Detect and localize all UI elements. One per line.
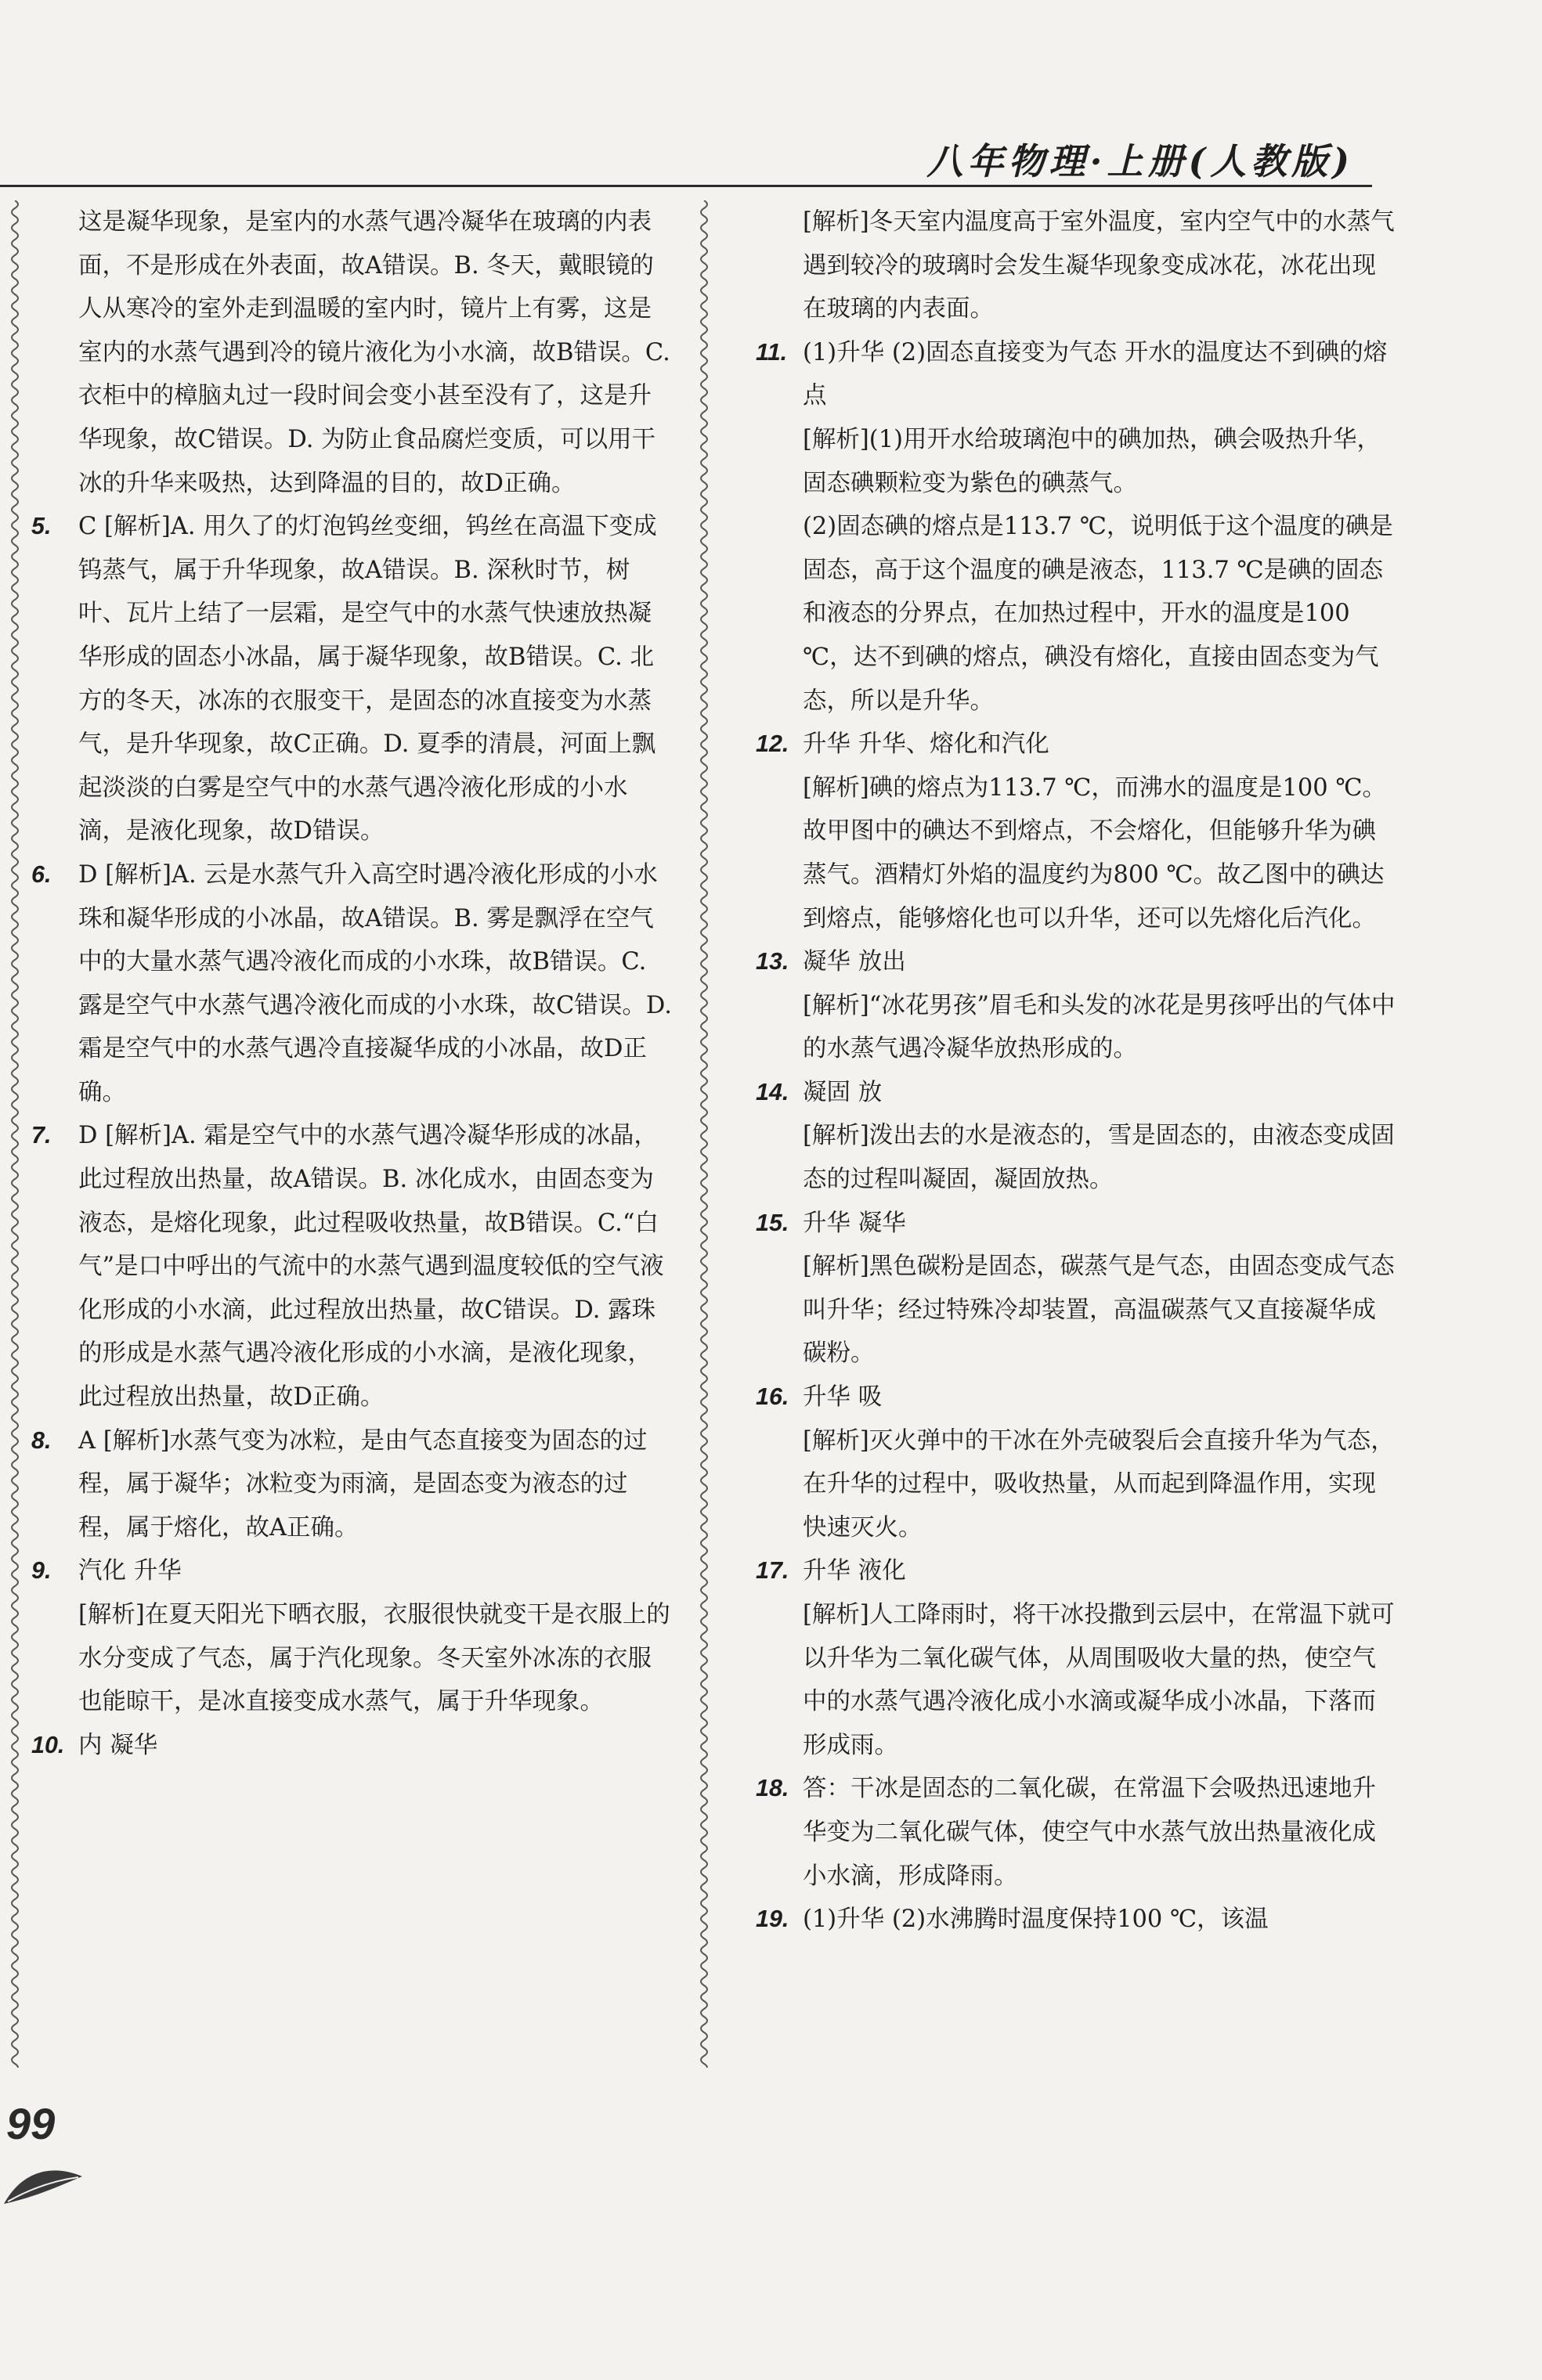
- answer-number: 7.: [31, 1122, 52, 1149]
- column-divider: [697, 200, 711, 2068]
- answer-item: [756, 1202, 1398, 1376]
- answer-number: 10.: [31, 1731, 65, 1758]
- answer-text: [解析]泼出去的水是液态的，雪是固态的，由液态变成固态的过程叫凝固，凝固放热。: [803, 1122, 1395, 1194]
- answer-item: [756, 1767, 1398, 1898]
- answer-text: A [解析]水蒸气变为冰粒，是由气态直接变为固态的过程，属于凝华；冰粒变为雨滴，是固态变为液态的过程，属于熔化，故A正确。: [78, 1426, 648, 1542]
- answer-text: D [解析]A. 霜是空气中的水蒸气遇冷凝华形成的冰晶，此过程放出热量，故A错误。B. 冰化成水，由固态变为液态，是熔化现象，此过程吸收热量，故B错误。C.“白气”是口中呼出的气流中的水蒸气遇到温度较低的空气液化形成的小水滴，此过程放出热量，故C错误。D. 露珠的形成是水蒸气遇冷液化形成的小水滴，是液化现象，此过程放出热量，故D正确。: [78, 1122, 664, 1412]
- header-rule: [0, 185, 1372, 187]
- answer-number: 5.: [31, 513, 52, 540]
- answer-item: [78, 200, 673, 505]
- answer-number: 6.: [31, 860, 52, 888]
- answer-item: [31, 1549, 673, 1723]
- answer-item: [31, 853, 673, 1115]
- leaf-ornament: [0, 2161, 86, 2208]
- answer-item: [756, 1376, 1398, 1549]
- answer-text: [解析]碘的熔点为113.7 ℃，而沸水的温度是100 ℃。故甲图中的碘达不到熔点，不会熔化，但能够升华为碘蒸气。酒精灯外焰的温度约为800 ℃。故乙图中的碘达到熔点，能够熔化也可以升华，还可以先熔化后汽化。: [803, 774, 1386, 932]
- answer-text: 凝华 放出: [803, 948, 906, 976]
- answer-item: [31, 1724, 673, 1768]
- answer-text: 这是凝华现象，是室内的水蒸气遇冷凝华在玻璃的内表面，不是形成在外表面，故A错误。B. 冬天，戴眼镜的人从寒冷的室外走到温暖的室内时，镜片上有雾，这是室内的水蒸气遇到冷的镜片液化为小水滴，故B错误。C. 衣柜中的樟脑丸过一段时间会变小甚至没有了，这是升华现象，故C错误。D. 为防止食品腐烂变质，可以用干冰的升华来吸热，达到降温的目的，故D正确。: [78, 208, 670, 497]
- left-column: [31, 200, 673, 1767]
- answer-text: C [解析]A. 用久了的灯泡钨丝变细，钨丝在高温下变成钨蒸气，属于升华现象，故A错误。B. 深秋时节，树叶、瓦片上结了一层霜，是空气中的水蒸气快速放热凝华形成的固态小冰晶，属于凝华现象，故B错误。C. 北方的冬天，冰冻的衣服变干，是固态的冰直接变为水蒸气，是升华现象，故C正确。D. 夏季的清晨，河面上飘起淡淡的白雾是空气中的水蒸气遇冷液化形成的小水滴，是液化现象，故D错误。: [78, 513, 657, 846]
- answer-text: (1)升华 (2)水沸腾时温度保持100 ℃，该温: [803, 1906, 1269, 1934]
- answer-item: [756, 723, 1398, 940]
- answer-text: 内 凝华: [78, 1731, 158, 1759]
- answer-text: 答：干冰是固态的二氧化碳，在常温下会吸热迅速地升华变为二氧化碳气体，使空气中水蒸气放出热量液化成小水滴，形成降雨。: [803, 1775, 1376, 1890]
- answer-text: 汽化 升华: [78, 1557, 182, 1585]
- answer-number: 19.: [756, 1906, 789, 1933]
- answer-item: [756, 1898, 1398, 1942]
- answer-text: [解析]黑色碳粉是固态，碳蒸气是气态，由固态变成气态叫升华；经过特殊冷却装置，高温碳蒸气又直接凝华成碳粉。: [803, 1253, 1395, 1368]
- page-header-title: 八年物理·上册(人教版): [926, 140, 1354, 182]
- answer-number: 16.: [756, 1383, 789, 1411]
- answer-text: 升华 凝华: [803, 1209, 906, 1237]
- page-number: 99: [6, 2099, 56, 2148]
- answer-item: [31, 1114, 673, 1419]
- answer-item: [756, 940, 1398, 1071]
- answer-text: 升华 吸: [803, 1383, 883, 1412]
- answer-number: 13.: [756, 948, 789, 975]
- left-wavy-border: [8, 200, 22, 2068]
- right-column: [756, 200, 1398, 1942]
- answer-text: D [解析]A. 云是水蒸气升入高空时遇冷液化形成的小水珠和凝华形成的小冰晶，故A错误。B. 雾是飘浮在空气中的大量水蒸气遇冷液化而成的小水珠，故B错误。C. 露是空气中水蒸气遇冷液化而成的小水珠，故C错误。D. 霜是空气中的水蒸气遇冷直接凝华成的小冰晶，故D正确。: [78, 860, 672, 1106]
- answer-text: [解析]冬天室内温度高于室外温度，室内空气中的水蒸气遇到较冷的玻璃时会发生凝华现象变成冰花，冰花出现在玻璃的内表面。: [803, 208, 1395, 323]
- answer-text: 升华 升华、熔化和汽化: [803, 730, 1049, 759]
- answer-text: [解析]“冰花男孩”眉毛和头发的冰花是男孩呼出的气体中的水蒸气遇冷凝华放热形成的。: [803, 991, 1396, 1063]
- answer-item: [31, 1419, 673, 1550]
- answer-number: 14.: [756, 1078, 789, 1105]
- answer-number: 11.: [756, 338, 788, 366]
- answer-number: 8.: [31, 1426, 52, 1454]
- answer-item: [756, 1549, 1398, 1767]
- answer-text: 凝固 放: [803, 1078, 883, 1106]
- answer-number: 9.: [31, 1557, 52, 1585]
- answer-text: (1)升华 (2)固态直接变为气态 开水的温度达不到碘的熔点: [803, 338, 1388, 410]
- answer-number: 15.: [756, 1209, 789, 1236]
- answer-text: 升华 液化: [803, 1557, 906, 1585]
- answer-number: 17.: [756, 1557, 789, 1585]
- answer-text: [解析]人工降雨时，将干冰投撒到云层中，在常温下就可以升华为二氧化碳气体，从周围吸收大量的热，使空气中的水蒸气遇冷液化成小水滴或凝华成小冰晶，下落而形成雨。: [803, 1601, 1395, 1759]
- answer-item: [756, 331, 1398, 723]
- answer-text: [解析]灭火弹中的干冰在外壳破裂后会直接升华为气态，在升华的过程中，吸收热量，从而起到降温作用，实现快速灭火。: [803, 1426, 1395, 1542]
- answer-text: [解析](1)用开水给玻璃泡中的碘加热，碘会吸热升华，固态碘颗粒变为紫色的碘蒸气。: [803, 425, 1381, 497]
- answer-number: 12.: [756, 730, 789, 758]
- answer-text: [解析]在夏天阳光下晒衣服，衣服很快就变干是衣服上的水分变成了气态，属于汽化现象。冬天室外冰冻的衣服也能晾干，是冰直接变成水蒸气，属于升华现象。: [78, 1601, 670, 1716]
- answer-item: [756, 1071, 1398, 1202]
- answer-item: [31, 505, 673, 853]
- answer-text: (2)固态碘的熔点是113.7 ℃，说明低于这个温度的碘是固态，高于这个温度的碘是液态，113.7 ℃是碘的固态和液态的分界点，在加热过程中，开水的温度是100 ℃，达不到碘的熔点，碘没有熔化，直接由固态变为气态，所以是升华。: [803, 513, 1393, 715]
- answer-number: 18.: [756, 1775, 789, 1802]
- answer-item: [803, 200, 1398, 331]
